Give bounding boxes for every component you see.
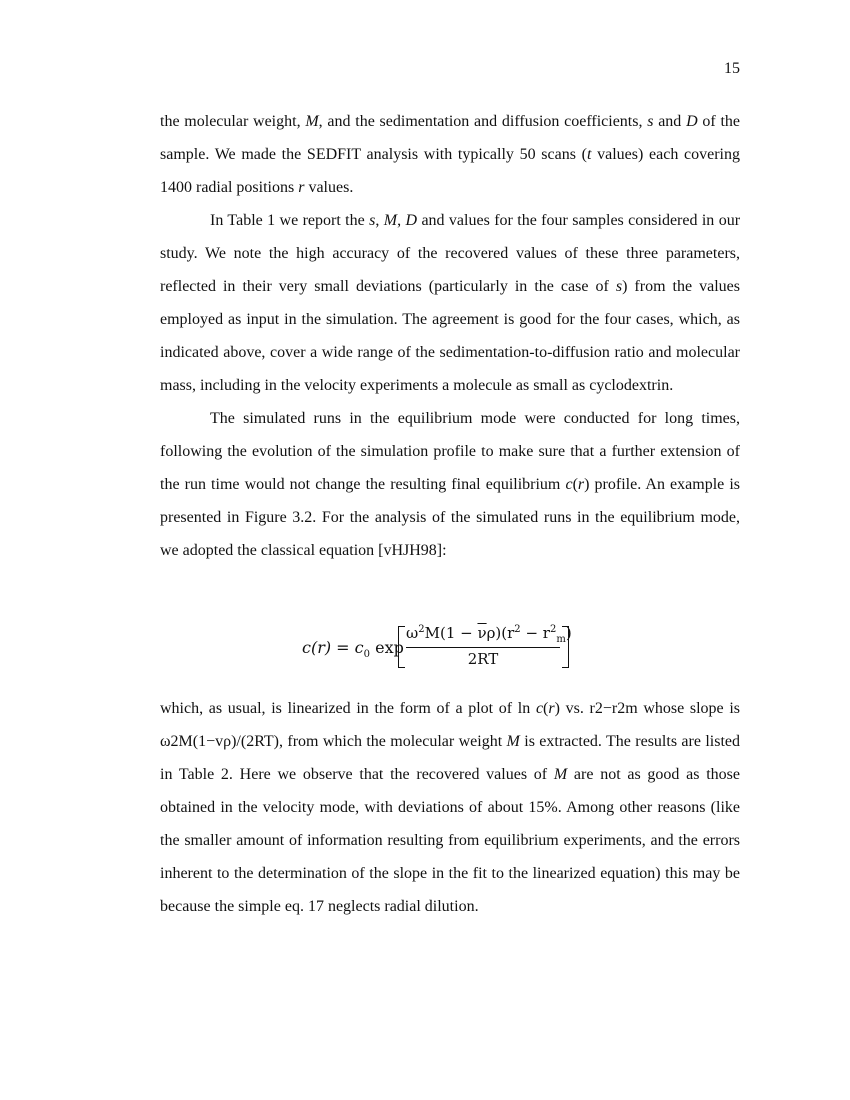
numerator-part: ) — [565, 624, 572, 642]
superscript: 2 — [418, 624, 425, 635]
symbol-M: M — [506, 733, 520, 750]
body-text-lower — [160, 692, 740, 923]
text-run: and values for the four samples considered in our study. We note the high accuracy of the recovered values of these three parameters, reflected in their very small deviations (particularly in the case of — [160, 212, 741, 295]
text-run: The simulated runs in the equilibrium mode were conducted for long times, following the evolution of the simulation profile to make sure that a further extension of the run time would not change the resulting final equilibrium — [160, 410, 740, 493]
paragraph-4 — [160, 692, 740, 923]
symbol-M: M — [305, 113, 319, 130]
page-number: 15 — [724, 60, 740, 77]
equation-numerator — [406, 624, 572, 645]
symbol-r: r — [298, 179, 305, 196]
superscript: 2 — [514, 624, 521, 635]
symbol-c: c — [565, 476, 573, 493]
symbol-D: D — [686, 113, 698, 130]
text-run: , — [397, 212, 406, 229]
text-run: which, as usual, is linearized in the form of a plot of ln — [160, 700, 536, 717]
text-run: ( — [543, 700, 549, 717]
text-run: In Table 1 we report the — [210, 212, 370, 229]
subscript: m — [556, 634, 566, 645]
text-run: ( — [572, 476, 578, 493]
equation-lhs — [302, 638, 404, 661]
paragraph-3 — [160, 402, 740, 567]
equation-subscript: 0 — [363, 649, 371, 661]
right-bracket — [562, 626, 569, 668]
equilibrium-equation — [300, 622, 600, 676]
symbol-M: M — [553, 766, 568, 783]
equation-lhs-text: c(r) = c — [302, 638, 364, 657]
text-run: ) vs. r2−r2m whose slope is ω2M(1−vρ)/(2RT), from which the molecular weight — [160, 700, 740, 750]
nu-bar-symbol: $\overline{\nu}$ — [477, 624, 487, 642]
numerator-part: − r — [520, 624, 550, 642]
equation-denominator: 2RT — [467, 650, 499, 668]
symbol-r: r — [577, 476, 585, 493]
numerator-part: M(1 − — [424, 624, 478, 642]
superscript: 2 — [549, 624, 557, 635]
text-run: the molecular weight, — [160, 113, 306, 130]
symbol-s: s — [615, 278, 623, 295]
symbol-D: D — [405, 212, 418, 229]
symbol-r: r — [548, 700, 555, 717]
text-run: are not as good as those obtained in the velocity mode, with deviations of about 15%. Among other reasons (like the smaller amount of information resulting from equilibrium experiments, and the errors inherent to the determination of the slope in the fit to the linearized equation) this may be because the simple eq. 17 neglects radial dilution. — [160, 766, 741, 915]
paragraph-1 — [160, 105, 740, 204]
omega-symbol: ω — [406, 624, 419, 642]
symbol-t: t — [586, 146, 592, 163]
symbol-c: c — [535, 700, 544, 717]
text-run: , and the sedimentation and diffusion coefficients, — [318, 113, 648, 130]
symbol-M: M — [383, 212, 398, 229]
paragraph-2 — [160, 204, 740, 402]
text-run: ) profile. An example is presented in Figure 3.2. For the analysis of the simulated runs in the equilibrium mode, we adopted the classical equation [vHJH98]: — [160, 476, 741, 559]
text-run: , — [375, 212, 384, 229]
text-run: values) each covering 1400 radial positions — [160, 146, 741, 196]
equation-exp: exp — [370, 638, 404, 657]
text-run: of the sample. We made the SEDFIT analysis with typically 50 scans ( — [160, 113, 740, 163]
body-text-upper — [160, 105, 740, 567]
symbol-s: s — [647, 113, 654, 130]
fraction-line — [406, 647, 560, 648]
text-run: and — [653, 113, 687, 130]
text-run: values. — [304, 179, 354, 196]
symbol-s: s — [369, 212, 376, 229]
text-run: is extracted. The results are listed in Table 2. Here we observe that the recovered values of — [160, 733, 740, 783]
numerator-part: ρ)(r — [486, 624, 515, 642]
text-run: ) from the values employed as input in the simulation. The agreement is good for the four cases, which, as indicated above, cover a wide range of the sedimentation-to-diffusion ratio and molecular mass, including in the velocity experiments a molecule as small as cyclodextrin. — [160, 278, 741, 394]
left-bracket — [398, 626, 405, 668]
